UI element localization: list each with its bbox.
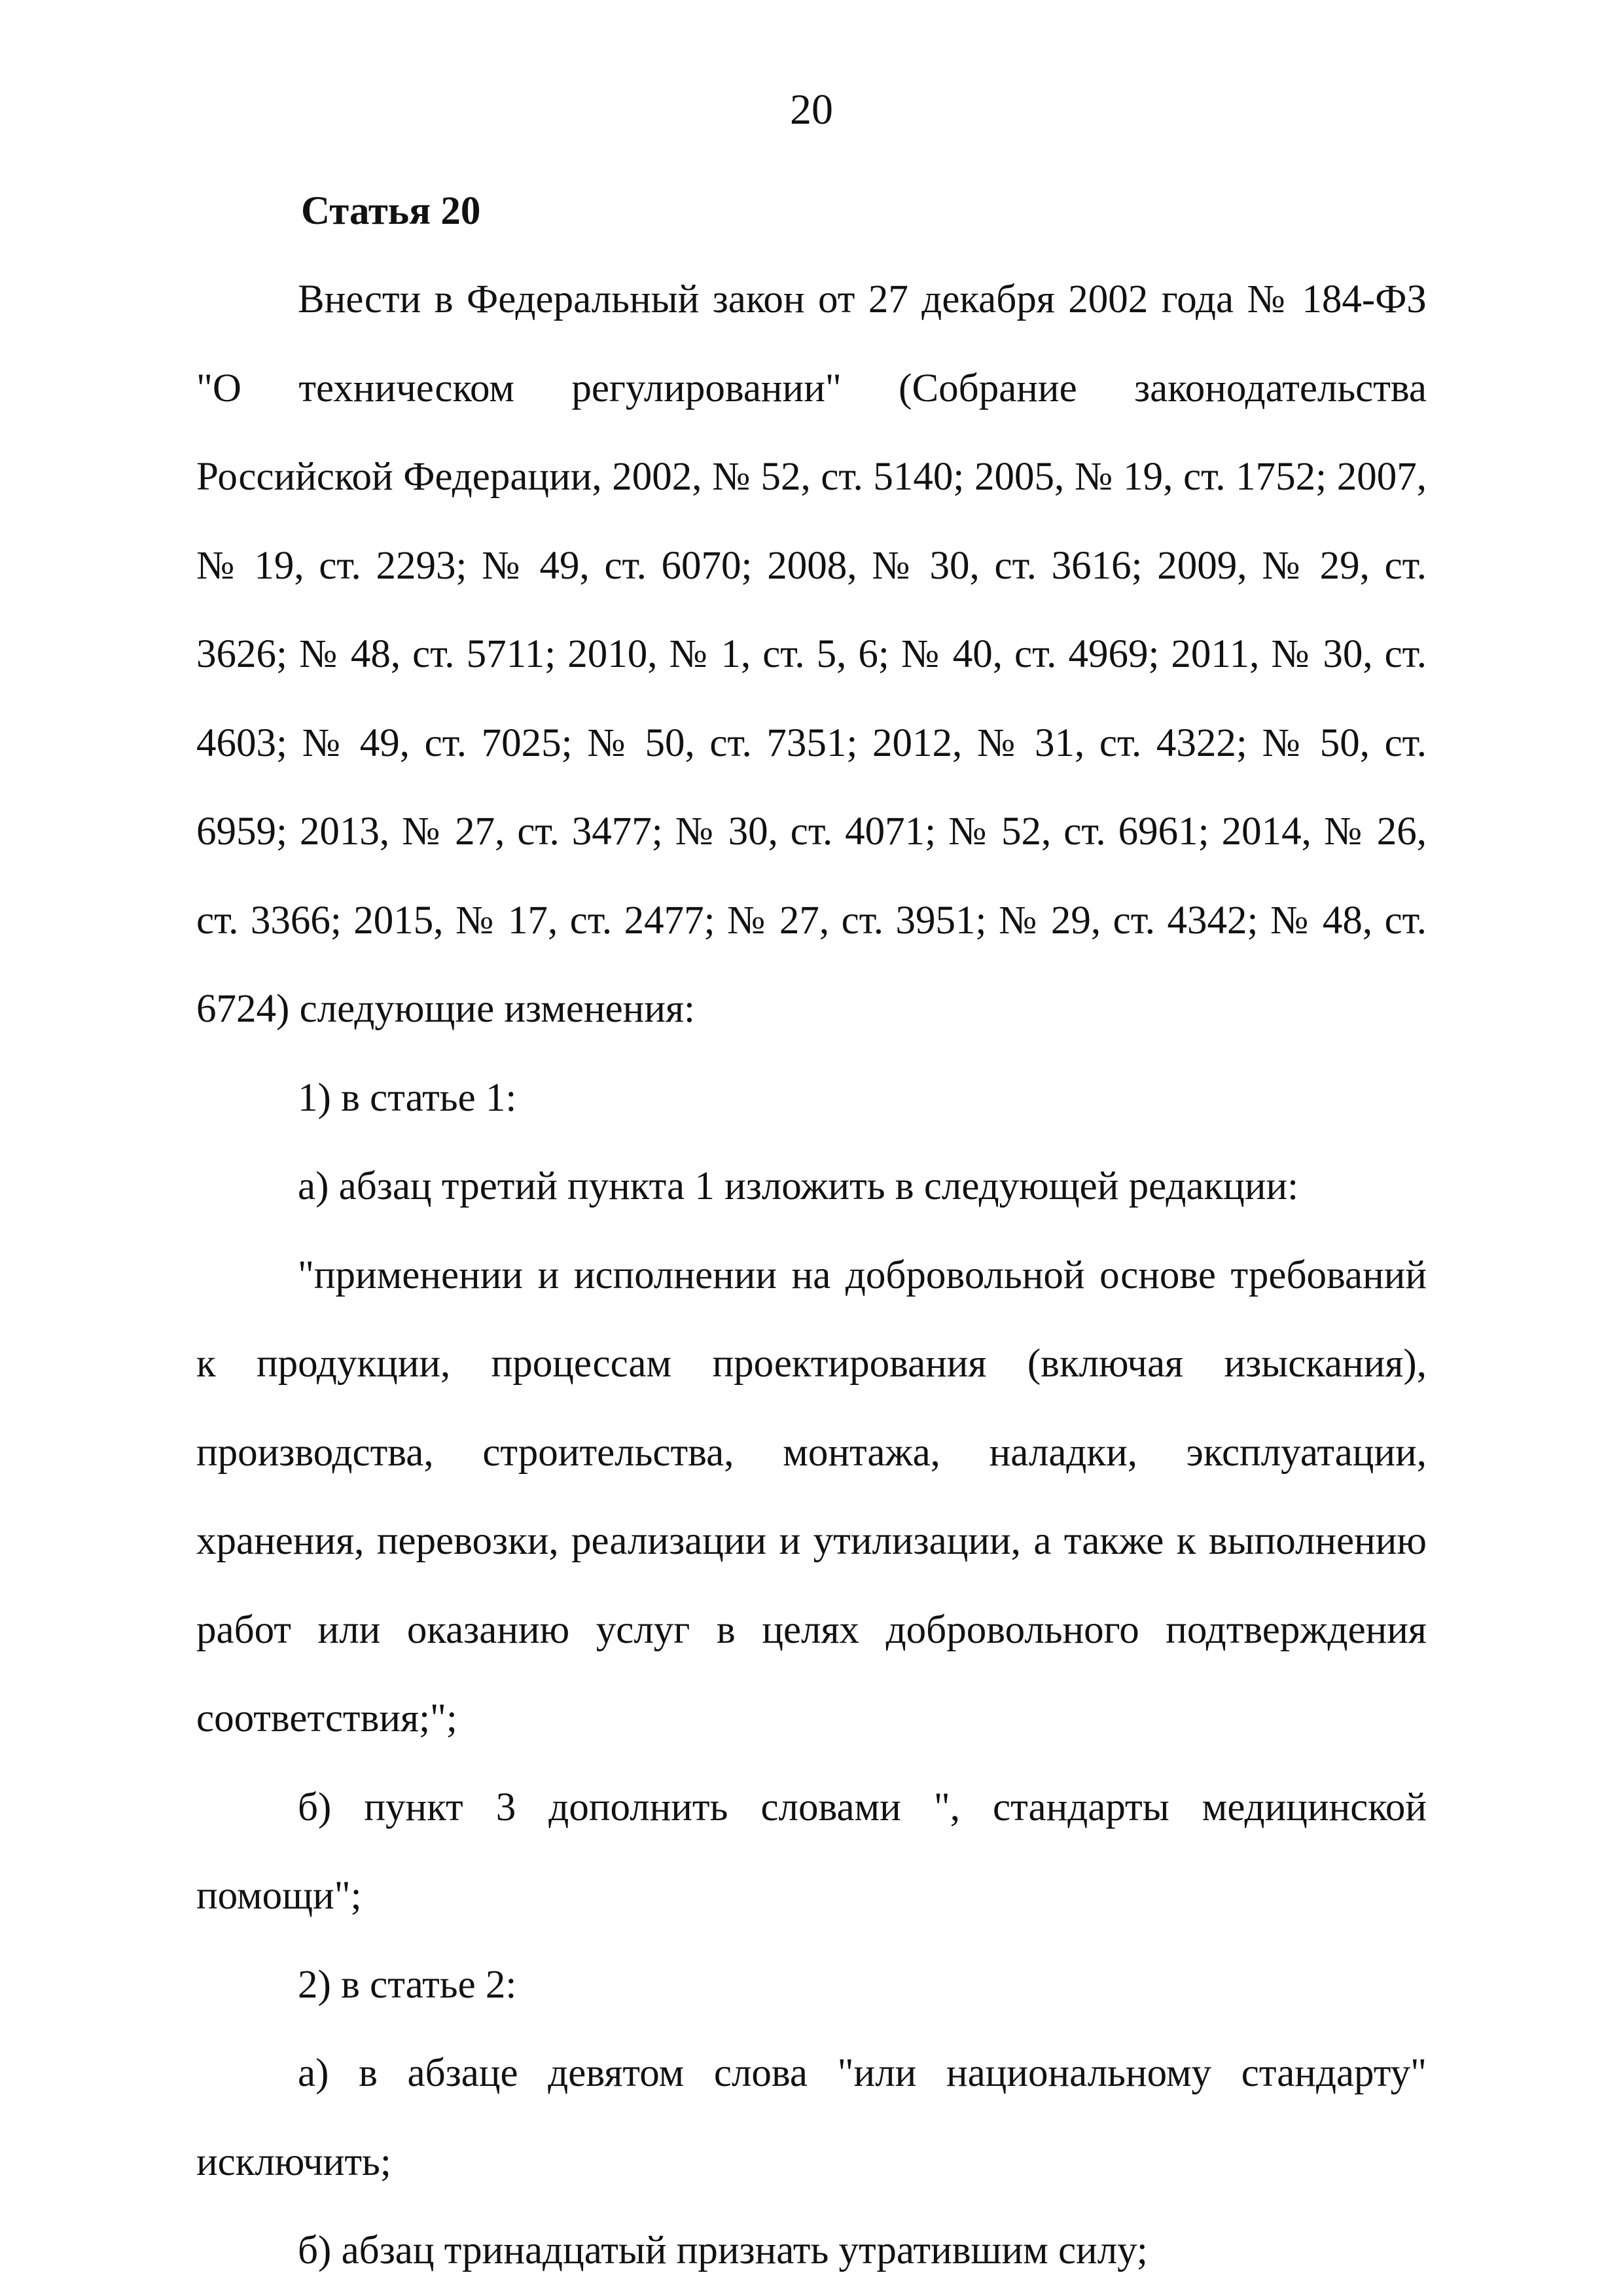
paragraph-amendment-intro: Внести в Федеральный закон от 27 декабря 2002 года № 184-ФЗ "О техническом регулировании" (Собрание законодательства Российской Федерации, 2002, № 52, ст. 5140; 2005, № 19, ст. 1752; 2007, № 19, ст. 2293; № 49, ст. 6070; 2008, № 30, ст. 3616; 2009, № 29, ст. 3626; № 48, ст. 5711; 2010, № 1, ст. 5, 6; № 40, ст. 4969; 2011, № 30, ст. 4603; № 49, ст. 7025; № 50, ст. 7351; 2012, № 31, ст. 4322; № 50, ст. 6959; 2013, № 27, ст. 3477; № 30, ст. 4071; № 52, ст. 6961; 2014, № 26, ст. 3366; 2015, № 17, ст. 2477; № 27, ст. 3951; № 29, ст. 4342; № 48, ст. 6724) следующие изменения:: [196, 278, 1427, 1031]
paragraph-item-1a: а) абзац третий пункта 1 изложить в следующей редакции:: [298, 1164, 1299, 1208]
document-body: [196, 167, 1427, 2295]
paragraph-item-2a: а) в абзаце девятом слова "или национальному стандарту" исключить;: [196, 2051, 1427, 2184]
paragraph-item-1b: б) пункт 3 дополнить словами ", стандарты медицинской помощи";: [196, 1785, 1427, 1918]
paragraph-item-1: 1) в статье 1:: [298, 1075, 517, 1120]
article-title: Статья 20: [301, 189, 481, 233]
paragraph-quoted-text: "применении и исполнении на добровольной основе требований к продукции, процессам проектирования (включая изыскания), производства, строительства, монтажа, наладки, эксплуатации, хранения, перевозки, реализации и утилизации, а также к выполнению работ или оказанию услуг в целях добровольного подтверждения соответствия;";: [196, 1253, 1427, 1740]
paragraph-item-2: 2) в статье 2:: [298, 1962, 517, 2007]
page-number: 20: [790, 86, 833, 134]
paragraph-item-2b: б) абзац тринадцатый признать утратившим силу;: [298, 2229, 1148, 2272]
